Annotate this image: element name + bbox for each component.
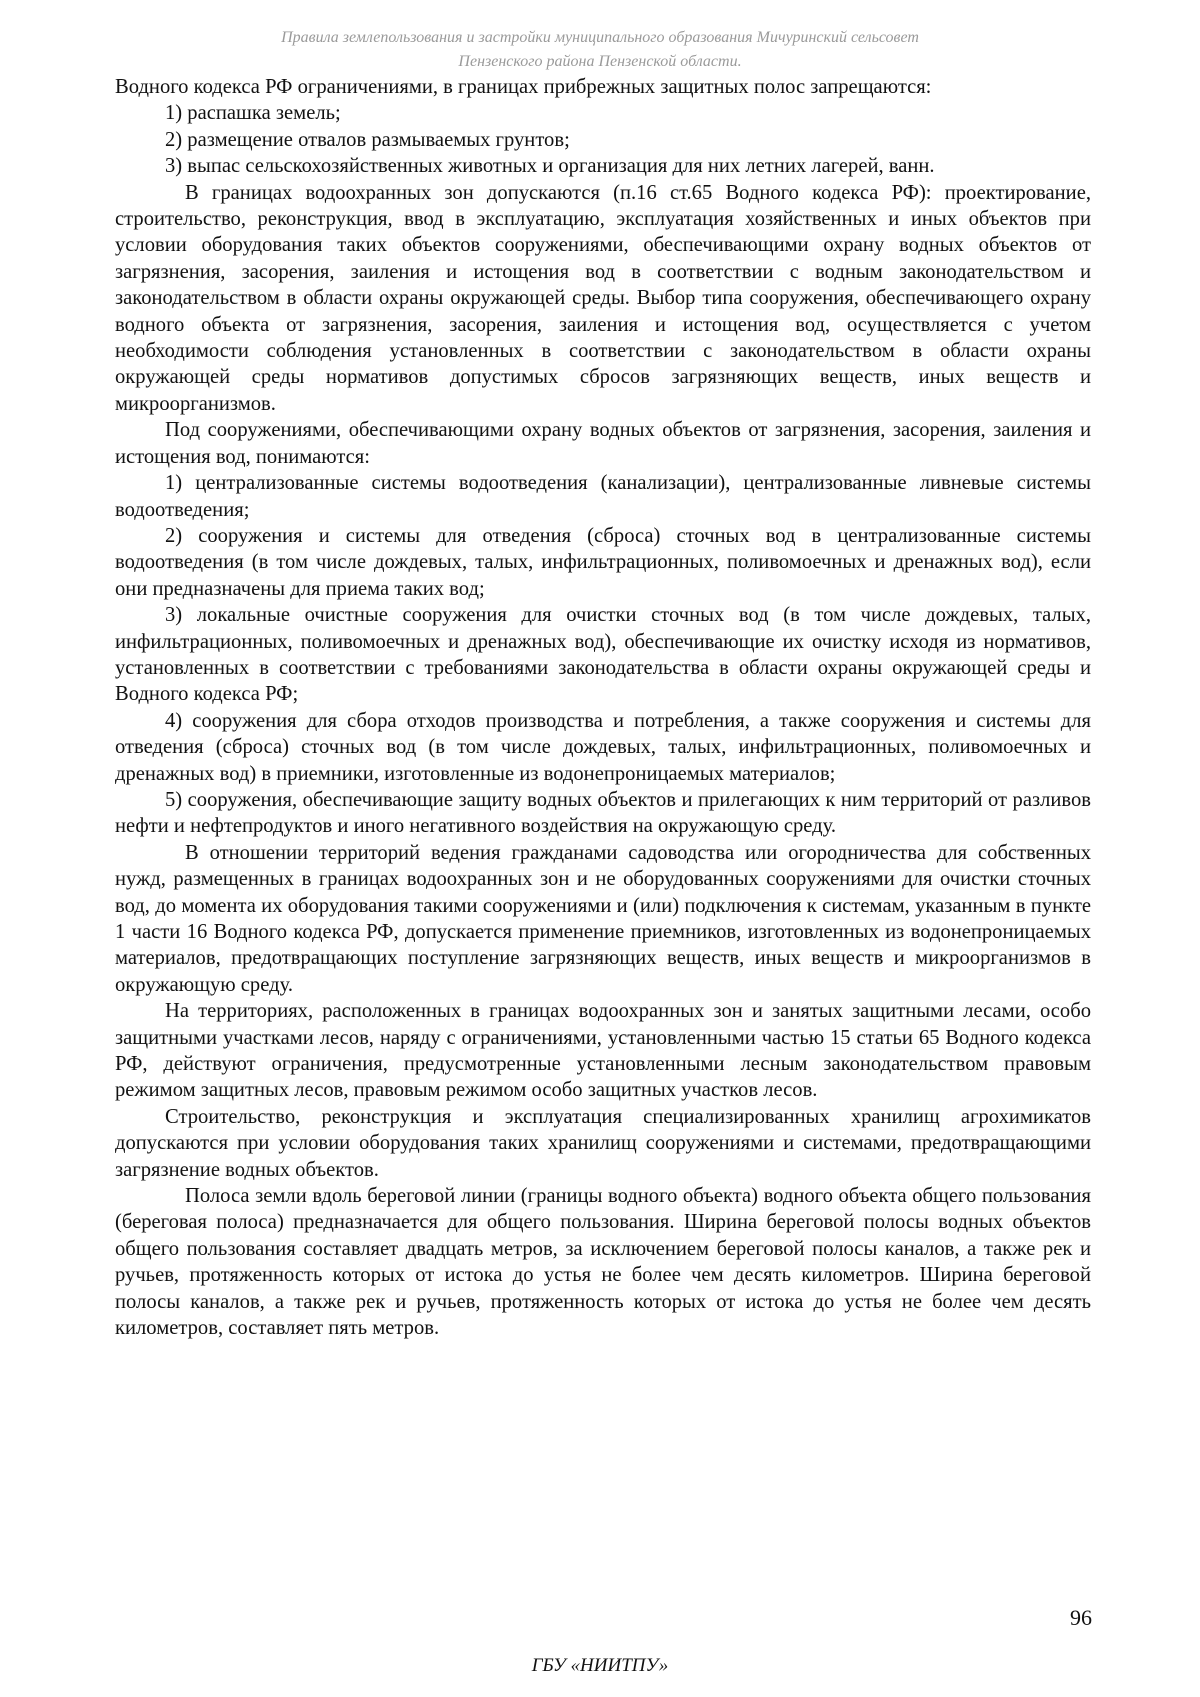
list-item: 2) размещение отвалов размываемых грунтов; bbox=[165, 128, 570, 151]
list-item: 2) сооружения и системы для отведения (сброса) сточных вод в централизованные системы водоотведения (в том числе дождевых, талых, инфильтрационных, поливомоечных и дренажных вод), если они предназначены для приема таких вод; bbox=[115, 524, 1091, 600]
header-line-2: Пензенского района Пензенской области. bbox=[458, 53, 742, 70]
paragraph: Водного кодекса РФ ограничениями, в границах прибрежных защитных полос запрещаются: bbox=[115, 76, 932, 98]
list-item: 1) централизованные системы водоотведения (канализации), централизованные ливневые системы водоотведения; bbox=[115, 472, 1091, 521]
paragraph: В отношении территорий ведения гражданами садоводства или огородничества для собственных нужд, размещенных в границах водоохранных зон и не оборудованных сооружениями для очистки сточных вод, до момента их оборудования такими сооружениями и (или) подключения к системам, указанным в пункте 1 части 16 Водного кодекса РФ, допускается применение приемников, изготовленных из водонепроницаемых материалов, предотвращающих поступление загрязняющих веществ, иных веществ и микроорганизмов в окружающую среду. bbox=[115, 841, 1091, 996]
list-item: 3) выпас сельскохозяйственных животных и организация для них летних лагерей, ванн. bbox=[165, 155, 935, 178]
paragraph: Строительство, реконструкция и эксплуатация специализированных хранилищ агрохимикатов допускаются при условии оборудования таких хранилищ сооружениями и системами, предотвращающими загрязнение водных объектов. bbox=[115, 1105, 1091, 1181]
running-header bbox=[0, 26, 1200, 74]
header-line-1: Правила землепользования и застройки муниципального образования Мичуринский сельсовет bbox=[281, 29, 919, 46]
paragraph: На территориях, расположенных в границах водоохранных зон и занятых защитными лесами, особо защитными участками лесов, наряду с ограничениями, установленными частью 15 статьи 65 Водного кодекса РФ, действуют ограничения, предусмотренные установленными лесным законодательством правовым режимом защитных лесов, правовым режимом особо защитных участков лесов. bbox=[115, 1000, 1091, 1102]
document-body bbox=[115, 74, 1091, 1342]
paragraph: Полоса земли вдоль береговой линии (границы водного объекта) водного объекта общего пользования (береговая полоса) предназначается для общего пользования. Ширина береговой полосы водных объектов общего пользования составляет двадцать метров, за исключением береговой полосы каналов, а также рек и ручьев, протяженность которых от истока до устья не более чем десять километров. Ширина береговой полосы каналов, а также рек и ручьев, протяженность которых от истока до устья не более чем десять километров, составляет пять метров. bbox=[115, 1185, 1091, 1340]
paragraph: В границах водоохранных зон допускаются (п.16 ст.65 Водного кодекса РФ): проектирование, строительство, реконструкция, ввод в эксплуатацию, эксплуатация хозяйственных и иных объектов при условии оборудования таких объектов сооружениями, обеспечивающими охрану водных объектов от загрязнения, засорения, заиления и истощения вод в соответствии с водным законодательством и законодательством в области охраны окружающей среды. Выбор типа сооружения, обеспечивающего охрану водного объекта от загрязнения, засорения, заиления и истощения вод, осуществляется с учетом необходимости соблюдения установленных в соответствии с законодательством в области охраны окружающей среды нормативов допустимых сбросов загрязняющих веществ, иных веществ и микроорганизмов. bbox=[115, 181, 1091, 415]
list-item: 3) локальные очистные сооружения для очистки сточных вод (в том числе дождевых, талых, инфильтрационных, поливомоечных и дренажных вод), обеспечивающие их очистку исходя из нормативов, установленных в соответствии с требованиями законодательства в области охраны окружающей среды и Водного кодекса РФ; bbox=[115, 604, 1091, 706]
list-item: 1) распашка земель; bbox=[165, 102, 341, 125]
paragraph: Под сооружениями, обеспечивающими охрану водных объектов от загрязнения, засорения, заиления и истощения вод, понимаются: bbox=[115, 419, 1091, 468]
list-item: 4) сооружения для сбора отходов производства и потребления, а также сооружения и системы для отведения (сброса) сточных вод (в том числе дождевых, талых, инфильтрационных, поливомоечных и дренажных вод) в приемники, изготовленные из водонепроницаемых материалов; bbox=[115, 709, 1091, 785]
list-item: 5) сооружения, обеспечивающие защиту водных объектов и прилегающих к ним территорий от разливов нефти и нефтепродуктов и иного негативного воздействия на окружающую среду. bbox=[115, 788, 1091, 838]
footer: ГБУ «НИИТПУ» bbox=[531, 1655, 669, 1676]
page-number: 96 bbox=[1070, 1605, 1092, 1630]
